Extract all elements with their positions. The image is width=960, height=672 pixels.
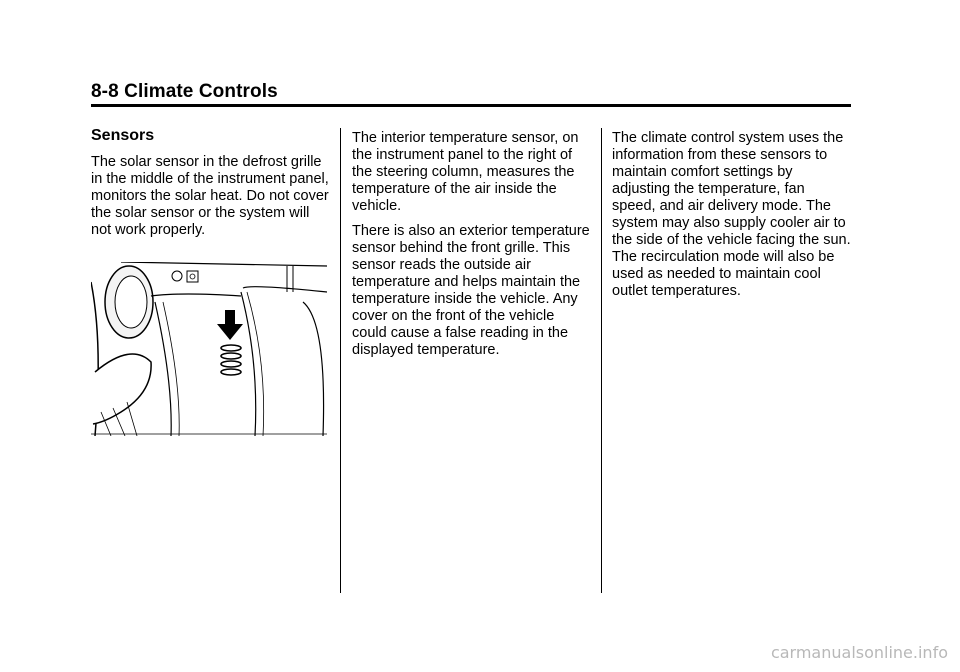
column-divider-2 — [601, 128, 602, 593]
page-title: 8-8 Climate Controls — [91, 81, 278, 102]
watermark: carmanualsonline.info — [770, 643, 948, 662]
column-1 — [91, 126, 331, 247]
interior-sensor-paragraph: The interior temperature sensor, on the instrument panel to the right of the steering column, measures the temperature of the air inside the vehicle. — [352, 130, 579, 214]
page-header — [91, 80, 851, 104]
solar-sensor-illustration — [91, 262, 327, 436]
column-3 — [612, 130, 852, 308]
exterior-sensor-paragraph: There is also an exterior temperature sensor behind the front grille. This sensor reads the outside air temperature and helps maintain the temperature inside the vehicle. Any cover on the front of the vehicle could cause a false reading in the displayed temperature. — [352, 223, 590, 358]
solar-sensor-paragraph: The solar sensor in the defrost grille in the middle of the instrument panel, monitors the solar heat. Do not cover the solar sensor or the system will not work properly. — [91, 154, 329, 238]
column-divider-1 — [340, 128, 341, 593]
column-2 — [352, 130, 590, 367]
section-heading-sensors: Sensors — [91, 127, 155, 144]
climate-system-paragraph: The climate control system uses the information from these sensors to maintain comfort settings by adjusting the temperature, fan speed, and air delivery mode. The system may also supply cooler air to the side of the vehicle facing the sun. The recirculation mode will also be used as needed to maintain cool outlet temperatures. — [612, 130, 851, 299]
header-rule — [91, 104, 851, 107]
